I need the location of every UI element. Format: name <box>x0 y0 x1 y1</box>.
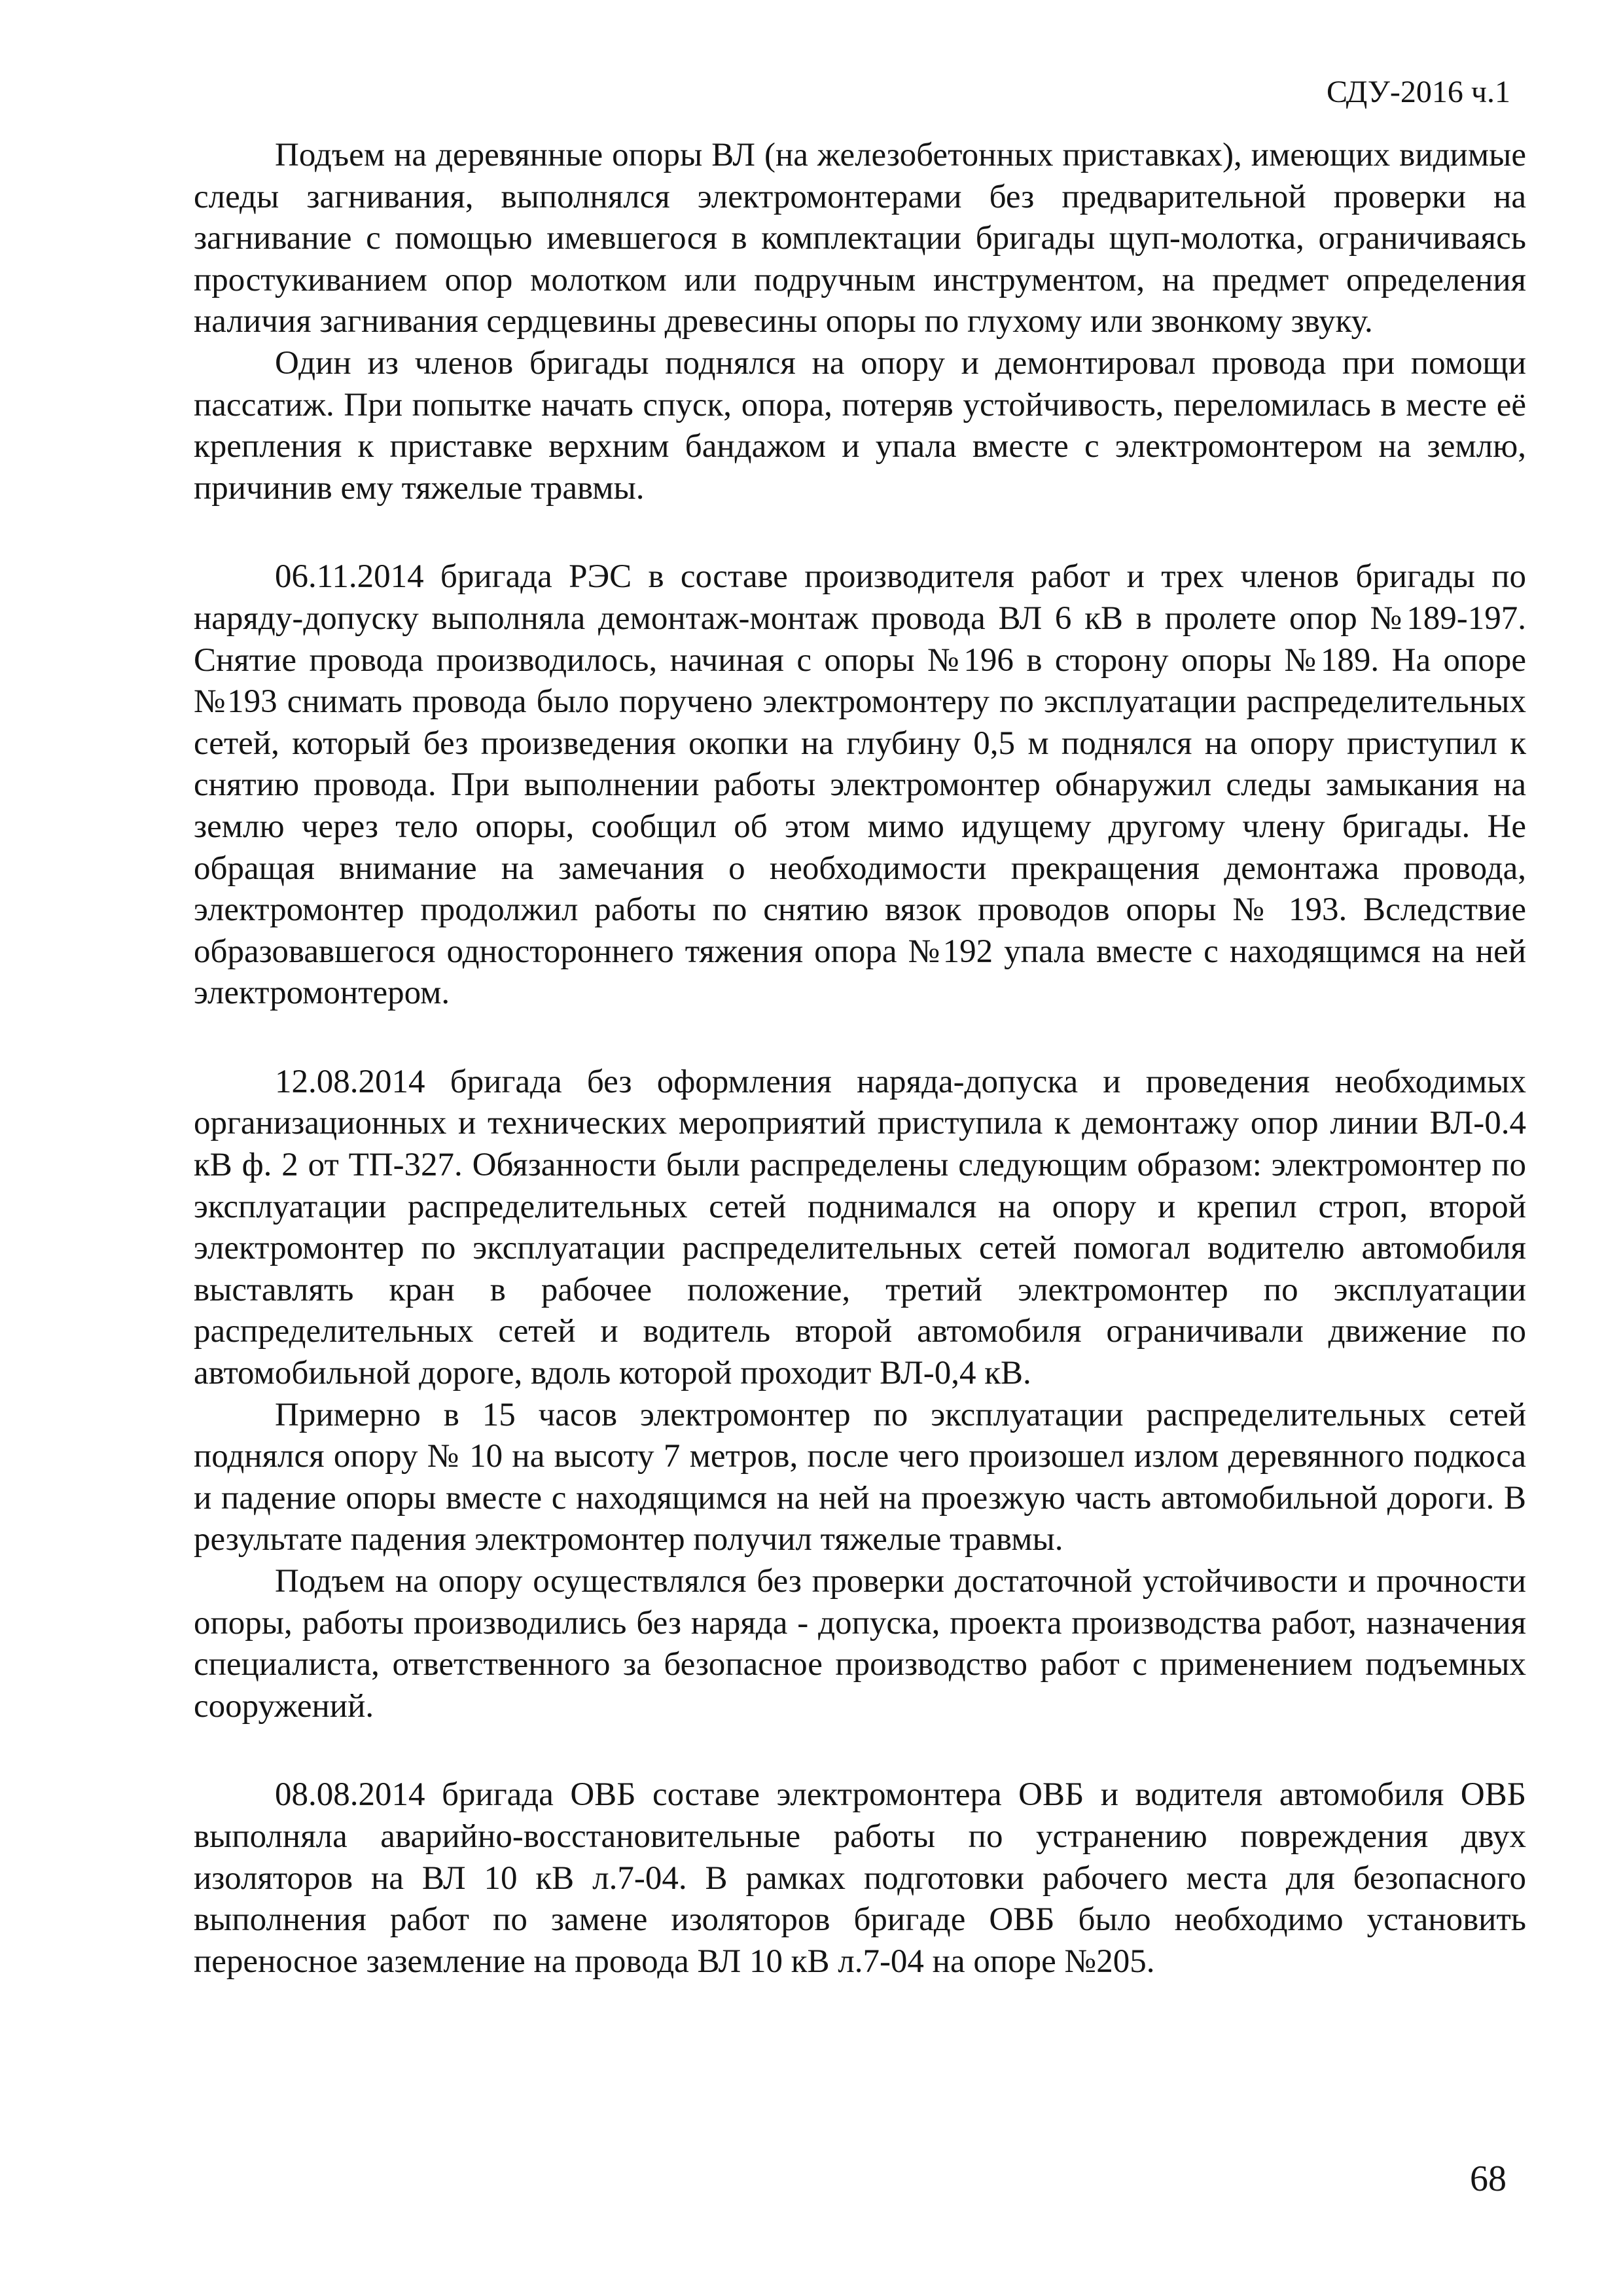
paragraph-pole-collapse: Один из членов бригады поднялся на опору и демонтировал провода при помощи пассатиж. При попытке начать спуск, опора, потеряв устойчивость, переломилась в месте её крепления к приставке верхним бандажом и упала вместе с электромонтером на землю, причинив ему тяжелые травмы. <box>194 344 1526 507</box>
paragraph-incident-08-08-2014: 08.08.2014 бригада ОВБ составе электромонтера ОВБ и водителя автомобиля ОВБ выполняла аварийно-восстановительные работы по устранению повреждения двух изоляторов на ВЛ 10 кВ л.7-04. В рамках подготовки рабочего места для безопасного выполнения работ по замене изоляторов бригаде ОВБ было необходимо установить переносное заземление на провода ВЛ 10 кВ л.7-04 на опоре №205. <box>194 1776 1526 1980</box>
document-body <box>194 135 1526 1982</box>
paragraph-wooden-pole-climb: Подъем на деревянные опоры ВЛ (на железобетонных приставках), имеющих видимые следы загнивания, выполнялся электромонтерами без предварительной проверки на загнивание с помощью имевшегося в комплектации бригады щуп-молотка, ограничиваясь простукиванием опор молотком или подручным инструментом, на предмет определения наличия загнивания сердцевины древесины опоры по глухому или звонкому звуку. <box>194 137 1526 340</box>
paragraph-violations: Подъем на опору осуществлялся без проверки достаточной устойчивости и прочности опоры, работы производились без наряда - допуска, проекта производства работ, назначения специалиста, ответственного за безопасное производство работ с применением подъемных сооружений. <box>194 1563 1526 1725</box>
page-number: 68 <box>1470 2159 1507 2199</box>
paragraph-incident-06-11-2014: 06.11.2014 бригада РЭС в составе производителя работ и трех членов бригады по наряду-допуску выполняла демонтаж-монтаж провода ВЛ 6 кВ в пролете опор №189-197. Снятие провода производилось, начиная с опоры №196 в сторону опоры №189. На опоре №193 снимать провода было поручено электромонтеру по эксплуатации распределительных сетей, который без произведения окопки на глубину 0,5 м поднялся на опору приступил к снятию провода. При выполнении работы электромонтер обнаружил следы замыкания на землю через тело опоры, сообщил об этом мимо идущему другому члену бригады. Не обращая внимание на замечания о необходимости прекращения демонтажа провода, электромонтер продолжил работы по снятию вязок проводов опоры № 193. Вследствие образовавшегося одностороннего тяжения опора №192 упала вместе с находящимся на ней электромонтером. <box>194 558 1526 1012</box>
paragraph-spacer <box>194 1014 1526 1062</box>
paragraph-spacer <box>194 1727 1526 1774</box>
document-code: СДУ-2016 ч.1 <box>1326 75 1510 109</box>
paragraph-incident-12-08-2014: 12.08.2014 бригада без оформления наряда-допуска и проведения необходимых организационных и технических мероприятий приступила к демонтажу опор линии ВЛ-0.4 кВ ф. 2 от ТП-327. Обязанности были распределены следующим образом: электромонтер по эксплуатации распределительных сетей поднимался на опору и крепил строп, второй электромонтер по эксплуатации распределительных сетей помогал водителю автомобиля выставлять кран в рабочее положение, третий электромонтер по эксплуатации распределительных сетей и водитель второй автомобиля ограничивали движение по автомобильной дороге, вдоль которой проходит ВЛ-0,4 кВ. <box>194 1063 1526 1392</box>
paragraph-spacer <box>194 509 1526 556</box>
paragraph-pole-10-fall: Примерно в 15 часов электромонтер по эксплуатации распределительных сетей поднялся опору № 10 на высоту 7 метров, после чего произошел излом деревянного подкоса и падение опоры вместе с находящимся на ней на проезжую часть автомобильной дороги. В результате падения электромонтер получил тяжелые травмы. <box>194 1396 1526 1558</box>
